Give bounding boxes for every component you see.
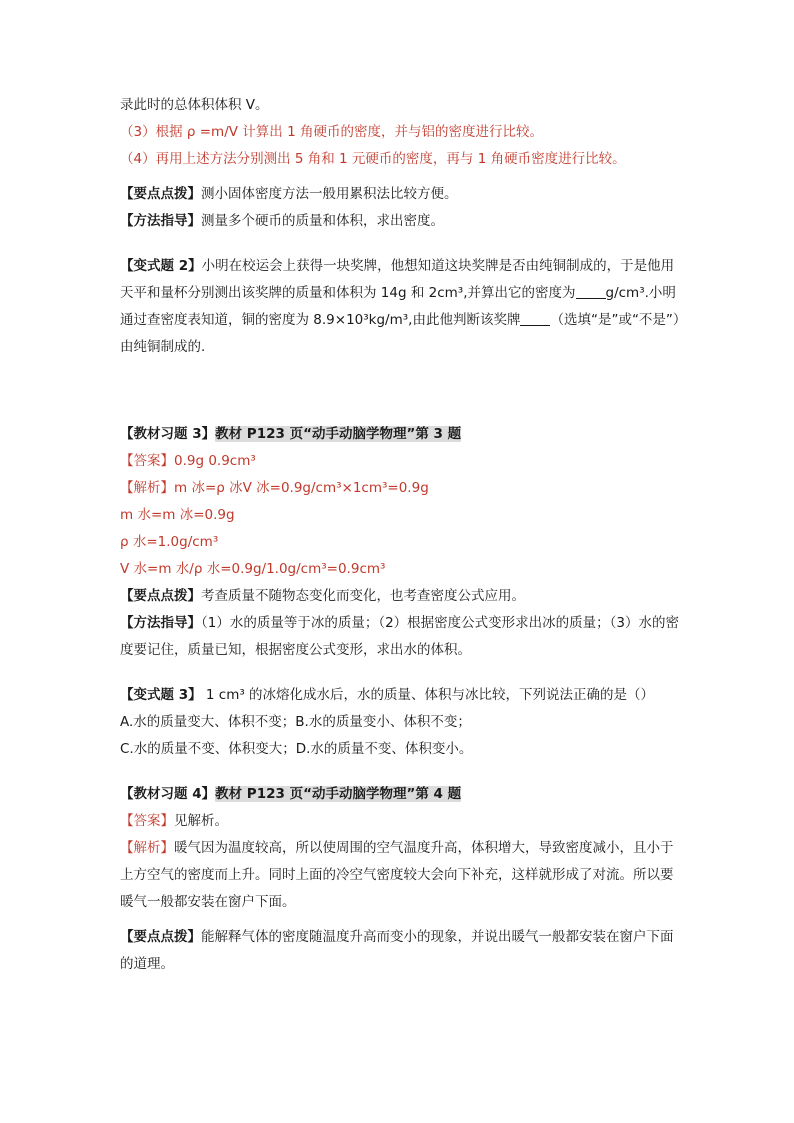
- step-3: （3）根据 ρ =m/V 计算出 1 角硬币的密度，并与铝的密度进行比较。: [120, 124, 543, 140]
- tip-4: 【要点点拨】能解释气体的密度随温度升高而变小的现象，并说出暖气一般都安装在窗户下面的道理。: [120, 929, 674, 972]
- variant-2: 【变式题 2】小明在校运会上获得一块奖牌，他想知道这块奖牌是否由纯铜制成的，于是他用天平和量杯分别测出该奖牌的质量和体积为 14g 和 2cm³,并算出它的密度为 g/cm³.小明通过查密度表知道，铜的密度为 8.9×10³kg/m³,由此他判断该奖牌 （选填“是”或“不是”）由纯铜制成的.: [120, 258, 680, 355]
- exercise-4-analysis: 【解析】暖气因为温度较高，所以使周围的空气温度升高，体积增大，导致密度减小，且小于上方空气的密度而上升。同时上面的冷空气密度较大会向下补充，这样就形成了对流。所以要暖气一般都安装在窗户下面。: [120, 840, 674, 910]
- variant-3-options: C.水的质量不变、体积变大；D.水的质量不变、体积变小。: [120, 741, 473, 757]
- exercise-4-heading: 【教材习题 4】教材 P123 页“动手动脑学物理”第 4 题: [120, 786, 462, 802]
- exercise-3-answer: 【答案】0.9g 0.9cm³: [120, 453, 256, 469]
- step-4: （4）再用上述方法分别测出 5 角和 1 元硬币的密度，再与 1 角硬币密度进行比较。: [120, 151, 626, 167]
- equation: V 水=m 水/ρ 水=0.9g/1.0g/cm³=0.9cm³: [120, 561, 386, 577]
- variant-3-options: A.水的质量变大、体积不变；B.水的质量变小、体积不变；: [120, 714, 471, 730]
- method-1: 【方法指导】测量多个硬币的质量和体积，求出密度。: [120, 213, 444, 229]
- equation: ρ 水=1.0g/cm³: [120, 534, 219, 550]
- tip-3: 【要点点拨】考查质量不随物态变化而变化，也考查密度公式应用。: [120, 588, 525, 604]
- exercise-4-answer: 【答案】见解析。: [120, 813, 228, 829]
- text-line: 录此时的总体积体积 V。: [120, 97, 269, 113]
- document-page: [120, 92, 680, 978]
- method-3: 【方法指导】（1）水的质量等于冰的质量；（2）根据密度公式变形求出冰的质量；（3）水的密度要记住，质量已知，根据密度公式变形，求出水的体积。: [120, 615, 680, 658]
- tip-1: 【要点点拨】测小固体密度方法一般用累积法比较方便。: [120, 186, 458, 202]
- exercise-3-analysis: 【解析】m 冰=ρ 冰V 冰=0.9g/cm³×1cm³=0.9g: [120, 480, 429, 496]
- variant-3-question: 【变式题 3】 1 cm³ 的冰熔化成水后，水的质量、体积与冰比较，下列说法正确的是（）: [120, 687, 655, 703]
- answer-blank: [576, 284, 606, 299]
- equation: m 水=m 冰=0.9g: [120, 507, 235, 523]
- answer-blank: [520, 311, 550, 326]
- exercise-3-heading: 【教材习题 3】教材 P123 页“动手动脑学物理”第 3 题: [120, 426, 462, 442]
